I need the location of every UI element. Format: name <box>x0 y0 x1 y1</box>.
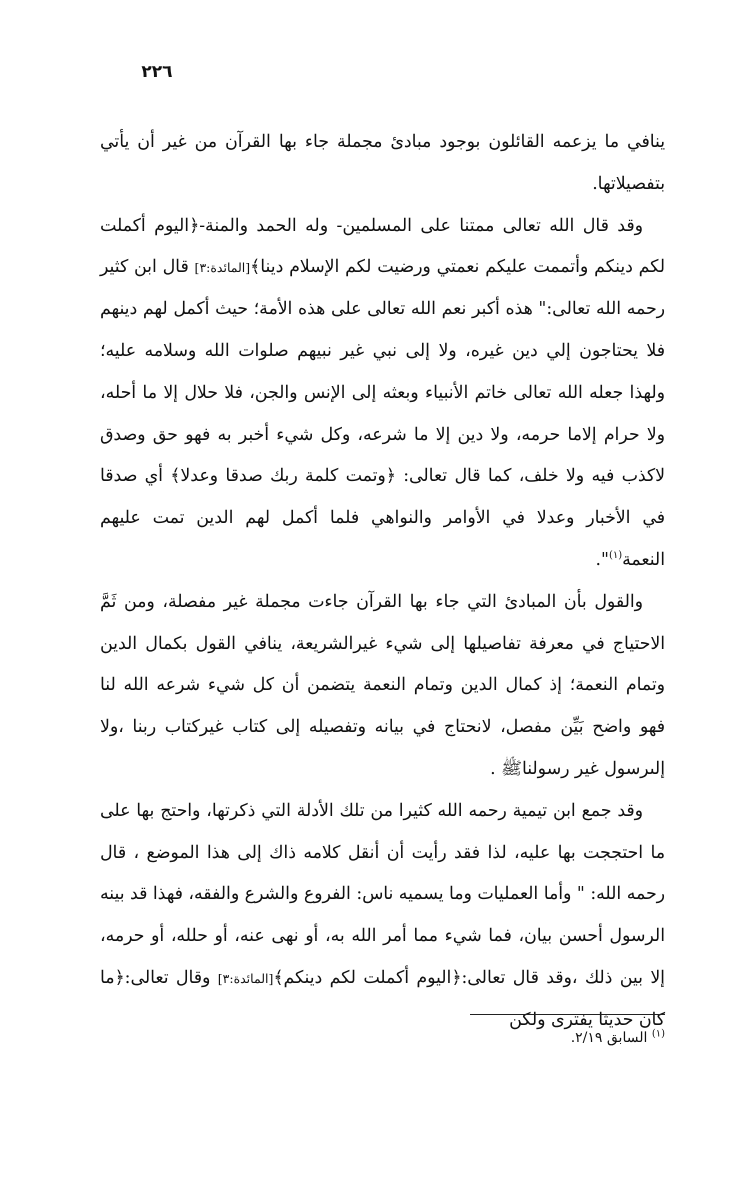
footnote-number: (١) <box>651 1028 665 1040</box>
paragraph-2-quote: قال ابن كثير رحمه الله تعالى:" هذه أكبر نعم الله تعالى على هذه الأمة؛ حيث أكمل لهم دينهم فلا يحتاجون إلي دين غيره، ولا إلى نبي غير نبيهم صلوات الله وسلامه عليه؛ ولهذا جعله الله تعالى خاتم الأنبياء وبعثه إلى الإنس والجن، فلا حلال إلا ما أحله، ولا حرام إلاما حرمه، ولا دين إلا ما شرعه، وكل شيء أخبر به فهو حق وصدق لاكذب فيه ولا خلف، كما قال تعالى: ﴿وتمت كلمة ربك صدقا وعدلا﴾ أي صدقا في الأخبار وعدلا في الأوامر والنواهي فلما أكمل لهم الدين تمت عليهم النعمة <box>100 257 665 570</box>
footnote-text: السابق ٢/١٩. <box>570 1030 652 1046</box>
footnote <box>300 1026 665 1050</box>
footnote-marker: (١) <box>608 550 623 562</box>
paragraph-1: ينافي ما يزعمه القائلون بوجود مبادئ مجملة جاء بها القرآن من غير أن يأتي بتفصيلاتها. <box>100 132 665 194</box>
paragraph-3: والقول بأن المبادئ التي جاء بها القرآن جاءت مجملة غير مفصلة، ومن ثَمَّ الاحتياج في معرفة تفاصيلها إلى شيء غيرالشريعة، ينافي القول بكمال الدين وتمام النعمة؛ إذ كمال الدين وتمام النعمة يتضمن أن كل شيء شرعه الله لنا فهو واضح بَيِّن مفصل، لانحتاج في بيانه وتفصيله إلى كتاب غيركتاب ربنا ،ولا إلىرسول غير رسولناﷺ . <box>100 591 665 779</box>
paragraph-2 <box>100 206 665 582</box>
main-text <box>100 122 665 1042</box>
page-number: ٢٢٦ <box>141 62 173 82</box>
quran-reference: [المائدة:٣] <box>194 260 251 276</box>
paragraph-4 <box>100 791 665 1042</box>
quran-reference: [المائدة:٣] <box>217 970 274 986</box>
footnote-separator <box>470 1014 665 1015</box>
paragraph-2-verse: وقد قال الله تعالى ممتنا على المسلمين- وله الحمد والمنة-﴿اليوم أكملت لكم دينكم وأتممت عليكم نعمتي ورضيت لكم الإسلام دينا﴾ <box>100 215 665 278</box>
paragraph-2-end: ". <box>595 549 609 570</box>
paragraph-4-text: وقد جمع ابن تيمية رحمه الله كثيرا من تلك الأدلة التي ذكرتها، واحتج بها على ما احتججت بها عليه، لذا فقد رأيت أن أنقل كلامه ذاك إلى هذا الموضع ، قال رحمه الله: " وأما العمليات وما يسميه ناس: الفروع والشرع والفقه، فهذا قد بينه الرسول أحسن بيان، فما شيء مما أمر الله به، أو نهى عنه، أو حلله، أو حرمه، إلا بين ذلك ،وقد قال تعالى:﴿اليوم أكملت لكم دينكم﴾ <box>100 800 665 988</box>
paragraph-4-continuation: وقال تعالى:﴿ما كان حديثا يفترى ولكن <box>100 967 665 1030</box>
